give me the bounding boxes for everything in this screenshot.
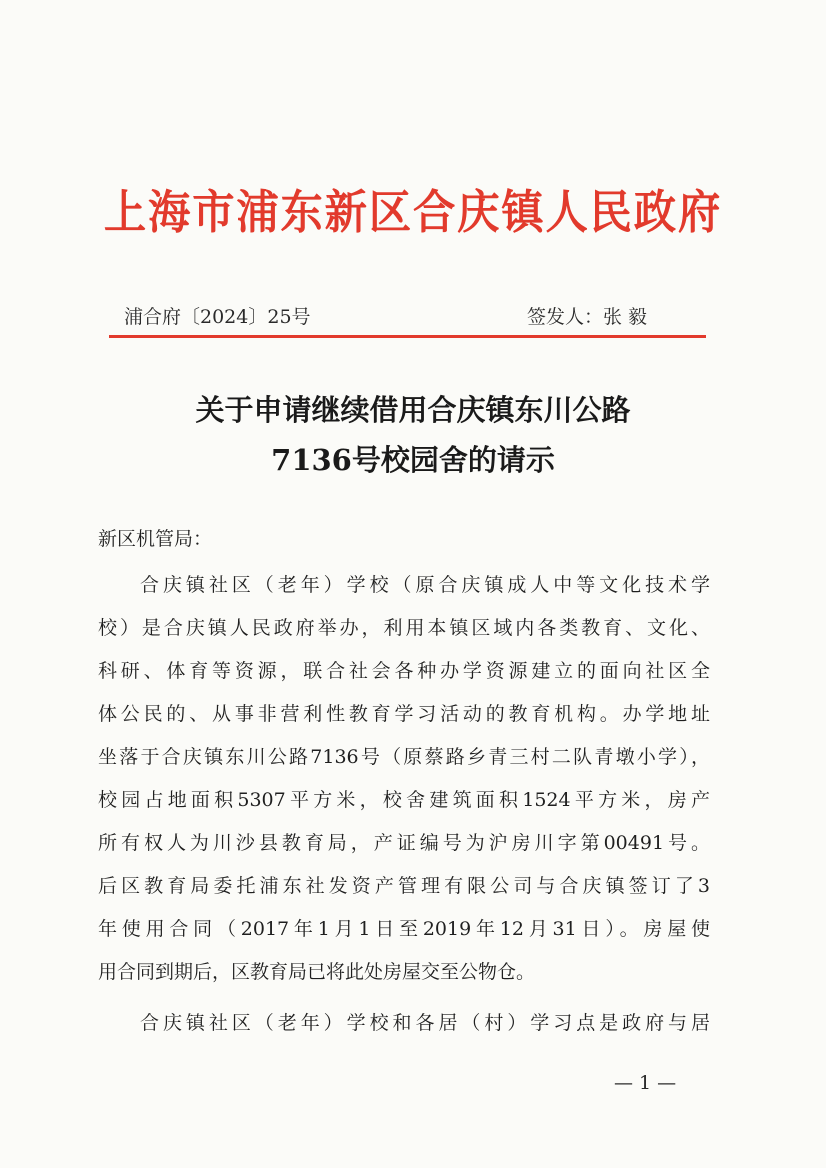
subject-title-line-2: 7136号校园舍的请示 [271,443,555,477]
body-line: 用合同到期后，区教育局已将此处房屋交至公物仓。 [98,961,536,983]
issuing-organization-title: 上海市浦东新区合庆镇人民政府 [103,185,723,239]
body-line: 合庆镇社区（老年）学校（原合庆镇成人中等文化技术学 [140,574,710,596]
document-number: 浦合府〔2024〕25号 [124,306,311,328]
page-number: — 1 — [614,1072,677,1094]
body-line: 校园占地面积5307平方米，校舍建筑面积1524平方米，房产 [98,789,710,811]
addressee: 新区机管局： [98,528,213,550]
body-line: 体公民的、从事非营利性教育学习活动的教育机构。办学地址 [98,703,710,725]
body-line: 合庆镇社区（老年）学校和各居（村）学习点是政府与居 [140,1012,710,1034]
body-line: 年使用合同（2017年1月1日至2019年12月31日）。房屋使 [98,918,710,940]
body-line: 科研、体育等资源，联合社会各种办学资源建立的面向社区全 [98,660,710,682]
issuer-signature: 签发人：张 毅 [527,306,648,328]
body-line: 所有权人为川沙县教育局，产证编号为沪房川字第00491号。 [98,832,710,854]
body-line: 校）是合庆镇人民政府举办，利用本镇区域内各类教育、文化、 [98,617,710,639]
body-line: 后区教育局委托浦东社发资产管理有限公司与合庆镇签订了3 [98,875,710,897]
subject-title-line-1: 关于申请继续借用合庆镇东川公路 [195,393,631,427]
red-header-divider [109,335,706,338]
body-line: 坐落于合庆镇东川公路7136号（原蔡路乡青三村二队青墩小学）， [98,746,710,768]
